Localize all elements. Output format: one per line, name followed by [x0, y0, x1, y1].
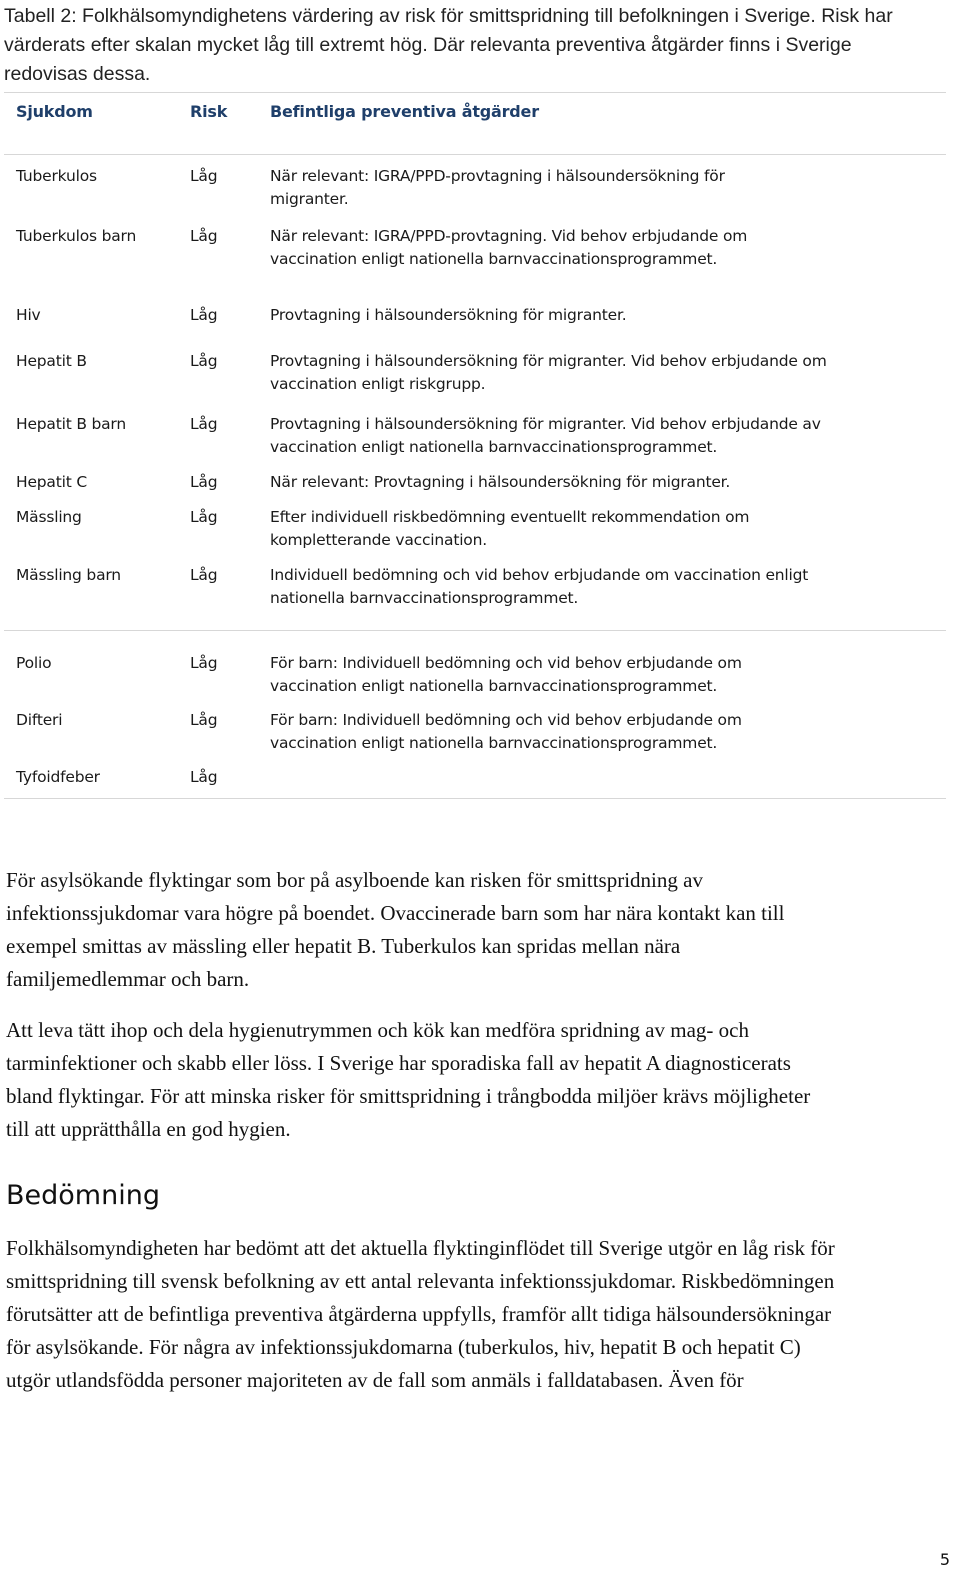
row-disease: Tuberkulos barn — [16, 227, 137, 245]
header-disease: Sjukdom — [16, 102, 93, 121]
row-risk: Låg — [190, 768, 218, 786]
row-risk: Låg — [190, 566, 218, 584]
row-risk: Låg — [190, 167, 218, 185]
row-measures: Efter individuell riskbedömning eventuellt rekommendation om kompletterande vaccination. — [270, 508, 750, 549]
group-rule — [4, 630, 946, 631]
row-disease: Hepatit B — [16, 352, 87, 370]
table-caption: Tabell 2: Folkhälsomyndighetens värdering av risk för smittspridning till befolkningen i Sverige. Risk har värderats efter skalan mycket låg till extremt hög. Där relevanta preventiva åtgärder finns i Sverige redovisas dessa. — [4, 5, 893, 85]
row-disease: Difteri — [16, 711, 63, 729]
row-measures: För barn: Individuell bedömning och vid behov erbjudande om vaccination enligt nationella barnvaccinationsprogrammet. — [270, 711, 742, 752]
row-disease: Hiv — [16, 306, 41, 324]
row-risk: Låg — [190, 473, 218, 491]
row-risk: Låg — [190, 306, 218, 324]
row-disease: Mässling — [16, 508, 82, 526]
row-risk: Låg — [190, 352, 218, 370]
header-measures: Befintliga preventiva åtgärder — [270, 102, 539, 121]
table-bottom-rule — [4, 798, 946, 799]
row-risk: Låg — [190, 508, 218, 526]
header-rule — [4, 154, 946, 155]
row-measures: När relevant: IGRA/PPD-provtagning. Vid behov erbjudande om vaccination enligt nationella barnvaccinationsprogrammet. — [270, 227, 748, 268]
row-disease: Mässling barn — [16, 566, 121, 584]
row-disease: Hepatit C — [16, 473, 87, 491]
row-measures: När relevant: IGRA/PPD-provtagning i hälsoundersökning för migranter. — [270, 167, 725, 208]
row-risk: Låg — [190, 654, 218, 672]
page-number: 5 — [939, 1550, 950, 1569]
row-measures: För barn: Individuell bedömning och vid behov erbjudande om vaccination enligt nationella barnvaccinationsprogrammet. — [270, 654, 742, 695]
section-heading: Bedömning — [6, 1180, 160, 1211]
row-disease: Hepatit B barn — [16, 415, 126, 433]
row-risk: Låg — [190, 415, 218, 433]
row-disease: Tyfoidfeber — [16, 768, 100, 786]
paragraph-asylum: För asylsökande flyktingar som bor på asylboende kan risken för smittspridning av infektionssjukdomar vara högre på boendet. Ovaccinerade barn som har nära kontakt kan till exempel smittas av mässling eller hepatit B. Tuberkulos kan spridas mellan nära familjemedlemmar och barn. — [6, 868, 785, 991]
row-measures: Provtagning i hälsoundersökning för migranter. — [270, 306, 627, 324]
header-risk: Risk — [190, 102, 228, 121]
paragraph-hygiene: Att leva tätt ihop och dela hygienutrymmen och kök kan medföra spridning av mag- och tarminfektioner och skabb eller löss. I Sverige har sporadiska fall av hepatit A diagnosticerats bland flyktingar. För att minska risker för smittspridning i trångbodda miljöer krävs möjligheter till att upprätthålla en god hygien. — [6, 1018, 811, 1141]
table-top-rule — [4, 92, 946, 93]
paragraph-assessment: Folkhälsomyndigheten har bedömt att det aktuella flyktinginflödet till Sverige utgör en låg risk för smittspridning till svensk befolkning av ett antal relevanta infektionssjukdomar. Riskbedömningen förutsätter att de befintliga preventiva åtgärderna uppfylls, framför allt tidiga hälsoundersökningar för asylsökande. För några av infektionssjukdomarna (tuberkulos, hiv, hepatit B och hepatit C) utgör utlandsfödda personer majoriteten av de fall som anmäls i falldatabasen. Även för — [6, 1236, 835, 1392]
row-disease: Tuberkulos — [16, 167, 97, 185]
row-measures: Provtagning i hälsoundersökning för migranter. Vid behov erbjudande av vaccination enligt nationella barnvaccinationsprogrammet. — [270, 415, 821, 456]
row-measures: Individuell bedömning och vid behov erbjudande om vaccination enligt nationella barnvaccinationsprogrammet. — [270, 566, 809, 607]
row-measures: När relevant: Provtagning i hälsoundersökning för migranter. — [270, 473, 731, 491]
row-risk: Låg — [190, 711, 218, 729]
row-risk: Låg — [190, 227, 218, 245]
row-disease: Polio — [16, 654, 52, 672]
row-measures: Provtagning i hälsoundersökning för migranter. Vid behov erbjudande om vaccination enligt riskgrupp. — [270, 352, 827, 393]
